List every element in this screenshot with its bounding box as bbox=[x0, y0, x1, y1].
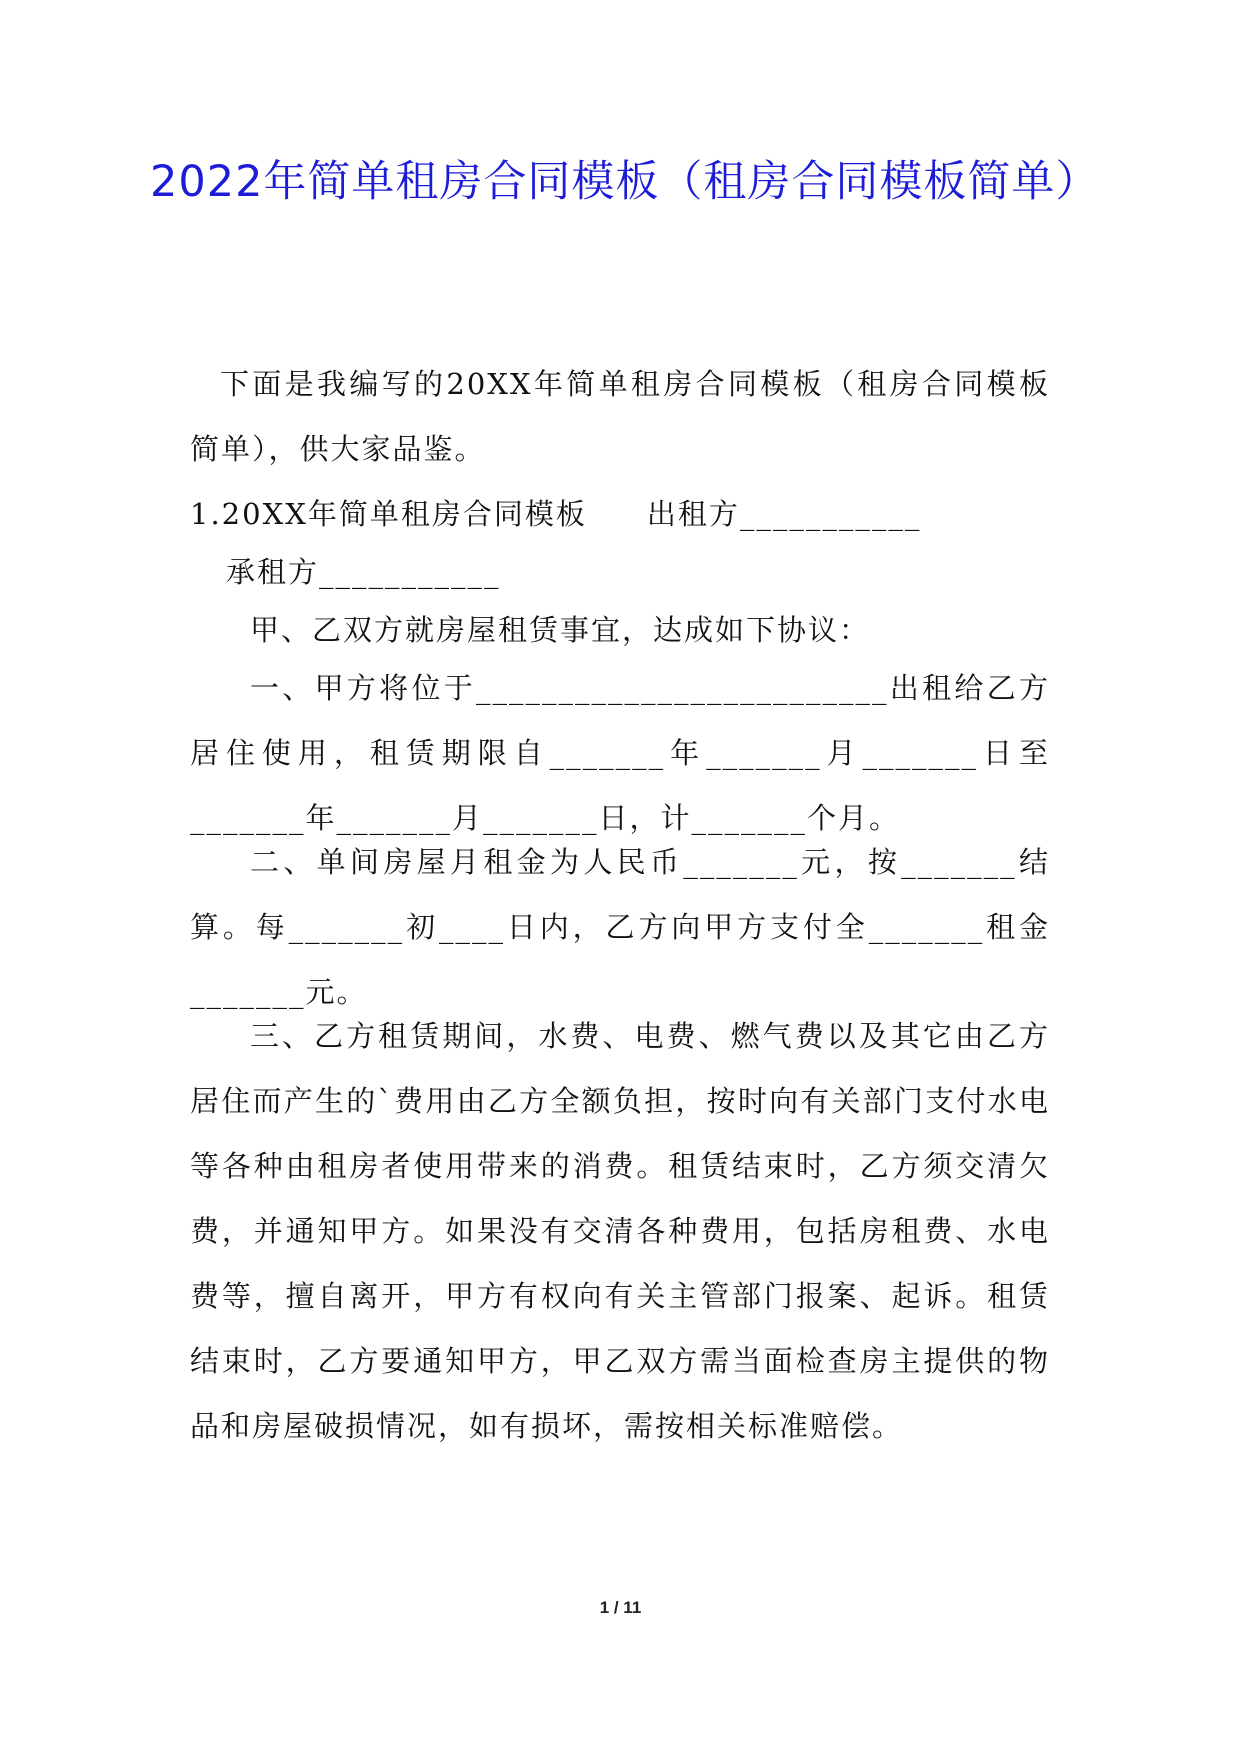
lessor-field: 出租方___________ bbox=[646, 497, 922, 531]
clause-1: 一、甲方将位于_________________________出租给乙方居住使用，租赁期限自_______年_______月_______日至_______年_______月_______日，计_______个月。 bbox=[190, 671, 1050, 835]
intro-paragraph: 下面是我编写的20XX年简单租房合同模板（租房合同模板简单），供大家品鉴。 bbox=[190, 367, 1050, 466]
page-number: 1 / 11 bbox=[599, 1598, 642, 1617]
document-title: 2022年简单租房合同模板（租房合同模板简单） bbox=[150, 157, 1100, 207]
clause-2: 二、单间房屋月租金为人民币_______元，按_______结算。每_______初____日内，乙方向甲方支付全_______租金_______元。 bbox=[190, 845, 1050, 1009]
contract-heading: 1.20XX年简单租房合同模板 bbox=[190, 497, 587, 531]
lessee-field: 承租方___________ bbox=[226, 555, 501, 589]
contract-heading-line bbox=[190, 482, 1050, 547]
clause-3: 三、乙方租赁期间，水费、电费、燃气费以及其它由乙方居住而产生的`费用由乙方全额负担，按时向有关部门支付水电等各种由租房者使用带来的消费。租赁结束时，乙方须交清欠费，并通知甲方。如果没有交清各种费用，包括房租费、水电费等，擅自离开，甲方有权向有关主管部门报案、起诉。租赁结束时，乙方要通知甲方，甲乙双方需当面检查房主提供的物品和房屋破损情况，如有损坏，需按相关标准赔偿。 bbox=[190, 1019, 1050, 1443]
agreement-statement: 甲、乙双方就房屋租赁事宜，达成如下协议： bbox=[250, 613, 871, 647]
